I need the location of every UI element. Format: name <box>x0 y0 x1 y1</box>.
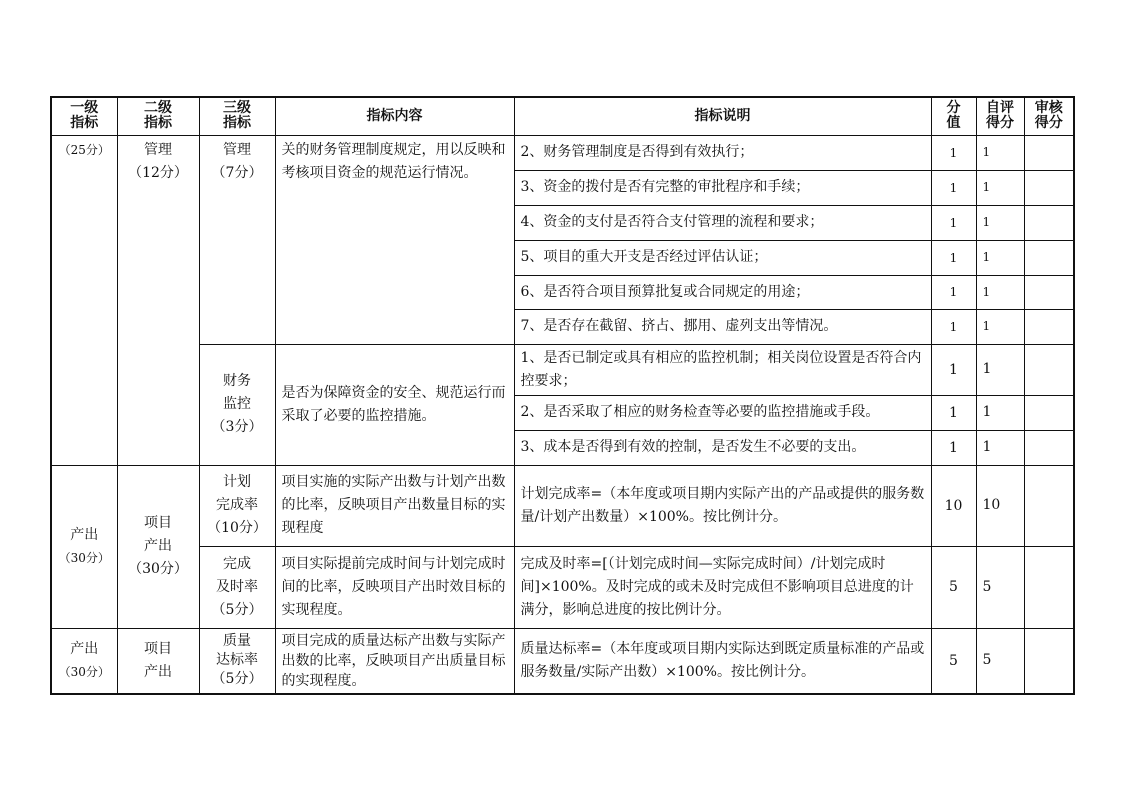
self-score-cell: 10 <box>976 465 1024 546</box>
table-row <box>51 135 1074 170</box>
level3-cell: 财务 监控 （3分） <box>199 344 275 465</box>
description-cell: 质量达标率=（本年度或项目期内实际达到既定质量标准的产品或服务数量/实际产出数）×100%。按比例计分。 <box>514 628 931 694</box>
header-score: 分 值 <box>931 97 976 135</box>
description-cell: 5、项目的重大开支是否经过评估认证； <box>514 240 931 275</box>
level3-cell: 计划 完成率 （10分） <box>199 465 275 546</box>
audit-score-cell <box>1024 628 1074 694</box>
level2-cell: 项目 产出 <box>117 628 199 694</box>
audit-score-cell <box>1024 275 1074 309</box>
self-score-cell: 1 <box>976 395 1024 430</box>
score-cell: 1 <box>931 430 976 465</box>
level3-cell: 质量 达标率 （5分） <box>199 628 275 694</box>
table-row <box>51 628 1074 694</box>
audit-score-cell <box>1024 309 1074 344</box>
self-score-cell: 5 <box>976 546 1024 628</box>
score-cell: 1 <box>931 395 976 430</box>
score-cell: 1 <box>931 135 976 170</box>
self-score-cell: 1 <box>976 275 1024 309</box>
audit-score-cell <box>1024 170 1074 205</box>
self-score-cell: 1 <box>976 240 1024 275</box>
audit-score-cell <box>1024 205 1074 240</box>
table-row <box>51 465 1074 546</box>
content-cell: 项目完成的质量达标产出数与实际产出数的比率，反映项目产出质量目标的实现程度。 <box>275 628 514 694</box>
audit-score-cell <box>1024 135 1074 170</box>
audit-score-cell <box>1024 344 1074 395</box>
indicator-table <box>50 96 1075 695</box>
self-score-cell: 1 <box>976 135 1024 170</box>
score-cell: 5 <box>931 628 976 694</box>
header-row <box>51 97 1074 135</box>
description-cell: 1、是否已制定或具有相应的监控机制；相关岗位设置是否符合内控要求； <box>514 344 931 395</box>
description-cell: 2、是否采取了相应的财务检查等必要的监控措施或手段。 <box>514 395 931 430</box>
score-cell: 5 <box>931 546 976 628</box>
content-cell: 关的财务管理制度规定，用以反映和考核项目资金的规范运行情况。 <box>275 135 514 344</box>
description-cell: 完成及时率=[（计划完成时间—实际完成时间）/计划完成时间]×100%。及时完成的或未及时完成但不影响项目总进度的计满分，影响总进度的按比例计分。 <box>514 546 931 628</box>
description-cell: 7、是否存在截留、挤占、挪用、虚列支出等情况。 <box>514 309 931 344</box>
description-cell: 6、是否符合项目预算批复或合同规定的用途； <box>514 275 931 309</box>
header-audit-score: 审核 得分 <box>1024 97 1074 135</box>
level3-cell: 完成 及时率 （5分） <box>199 546 275 628</box>
score-cell: 1 <box>931 205 976 240</box>
self-score-cell: 1 <box>976 205 1024 240</box>
header-level3: 三级 指标 <box>199 97 275 135</box>
score-cell: 1 <box>931 240 976 275</box>
self-score-cell: 1 <box>976 344 1024 395</box>
level1-cell: 产出 （30分） <box>51 465 117 628</box>
level2-cell: 管理 （12分） <box>117 135 199 465</box>
self-score-cell: 5 <box>976 628 1024 694</box>
content-cell: 项目实施的实际产出数与计划产出数的比率，反映项目产出数量目标的实现程度 <box>275 465 514 546</box>
audit-score-cell <box>1024 430 1074 465</box>
score-cell: 1 <box>931 170 976 205</box>
score-cell: 1 <box>931 344 976 395</box>
header-content: 指标内容 <box>275 97 514 135</box>
header-level1: 一级 指标 <box>51 97 117 135</box>
content-cell: 是否为保障资金的安全、规范运行而采取了必要的监控措施。 <box>275 344 514 465</box>
table-row <box>51 344 1074 395</box>
audit-score-cell <box>1024 465 1074 546</box>
audit-score-cell <box>1024 240 1074 275</box>
level1-cell: （25分） <box>51 135 117 465</box>
score-cell: 1 <box>931 309 976 344</box>
level2-cell: 项目 产出 （30分） <box>117 465 199 628</box>
audit-score-cell <box>1024 395 1074 430</box>
description-cell: 计划完成率=（本年度或项目期内实际产出的产品或提供的服务数量/计划产出数量）×100%。按比例计分。 <box>514 465 931 546</box>
self-score-cell: 1 <box>976 430 1024 465</box>
description-cell: 3、成本是否得到有效的控制，是否发生不必要的支出。 <box>514 430 931 465</box>
description-cell: 2、财务管理制度是否得到有效执行； <box>514 135 931 170</box>
level1-cell: 产出 （30分） <box>51 628 117 694</box>
self-score-cell: 1 <box>976 309 1024 344</box>
self-score-cell: 1 <box>976 170 1024 205</box>
header-level2: 二级 指标 <box>117 97 199 135</box>
table-row <box>51 546 1074 628</box>
header-self-score: 自评 得分 <box>976 97 1024 135</box>
score-cell: 1 <box>931 275 976 309</box>
audit-score-cell <box>1024 546 1074 628</box>
description-cell: 4、资金的支付是否符合支付管理的流程和要求； <box>514 205 931 240</box>
content-cell: 项目实际提前完成时间与计划完成时间的比率，反映项目产出时效目标的实现程度。 <box>275 546 514 628</box>
level3-cell: 管理 （7分） <box>199 135 275 344</box>
score-cell: 10 <box>931 465 976 546</box>
header-description: 指标说明 <box>514 97 931 135</box>
description-cell: 3、资金的拨付是否有完整的审批程序和手续； <box>514 170 931 205</box>
